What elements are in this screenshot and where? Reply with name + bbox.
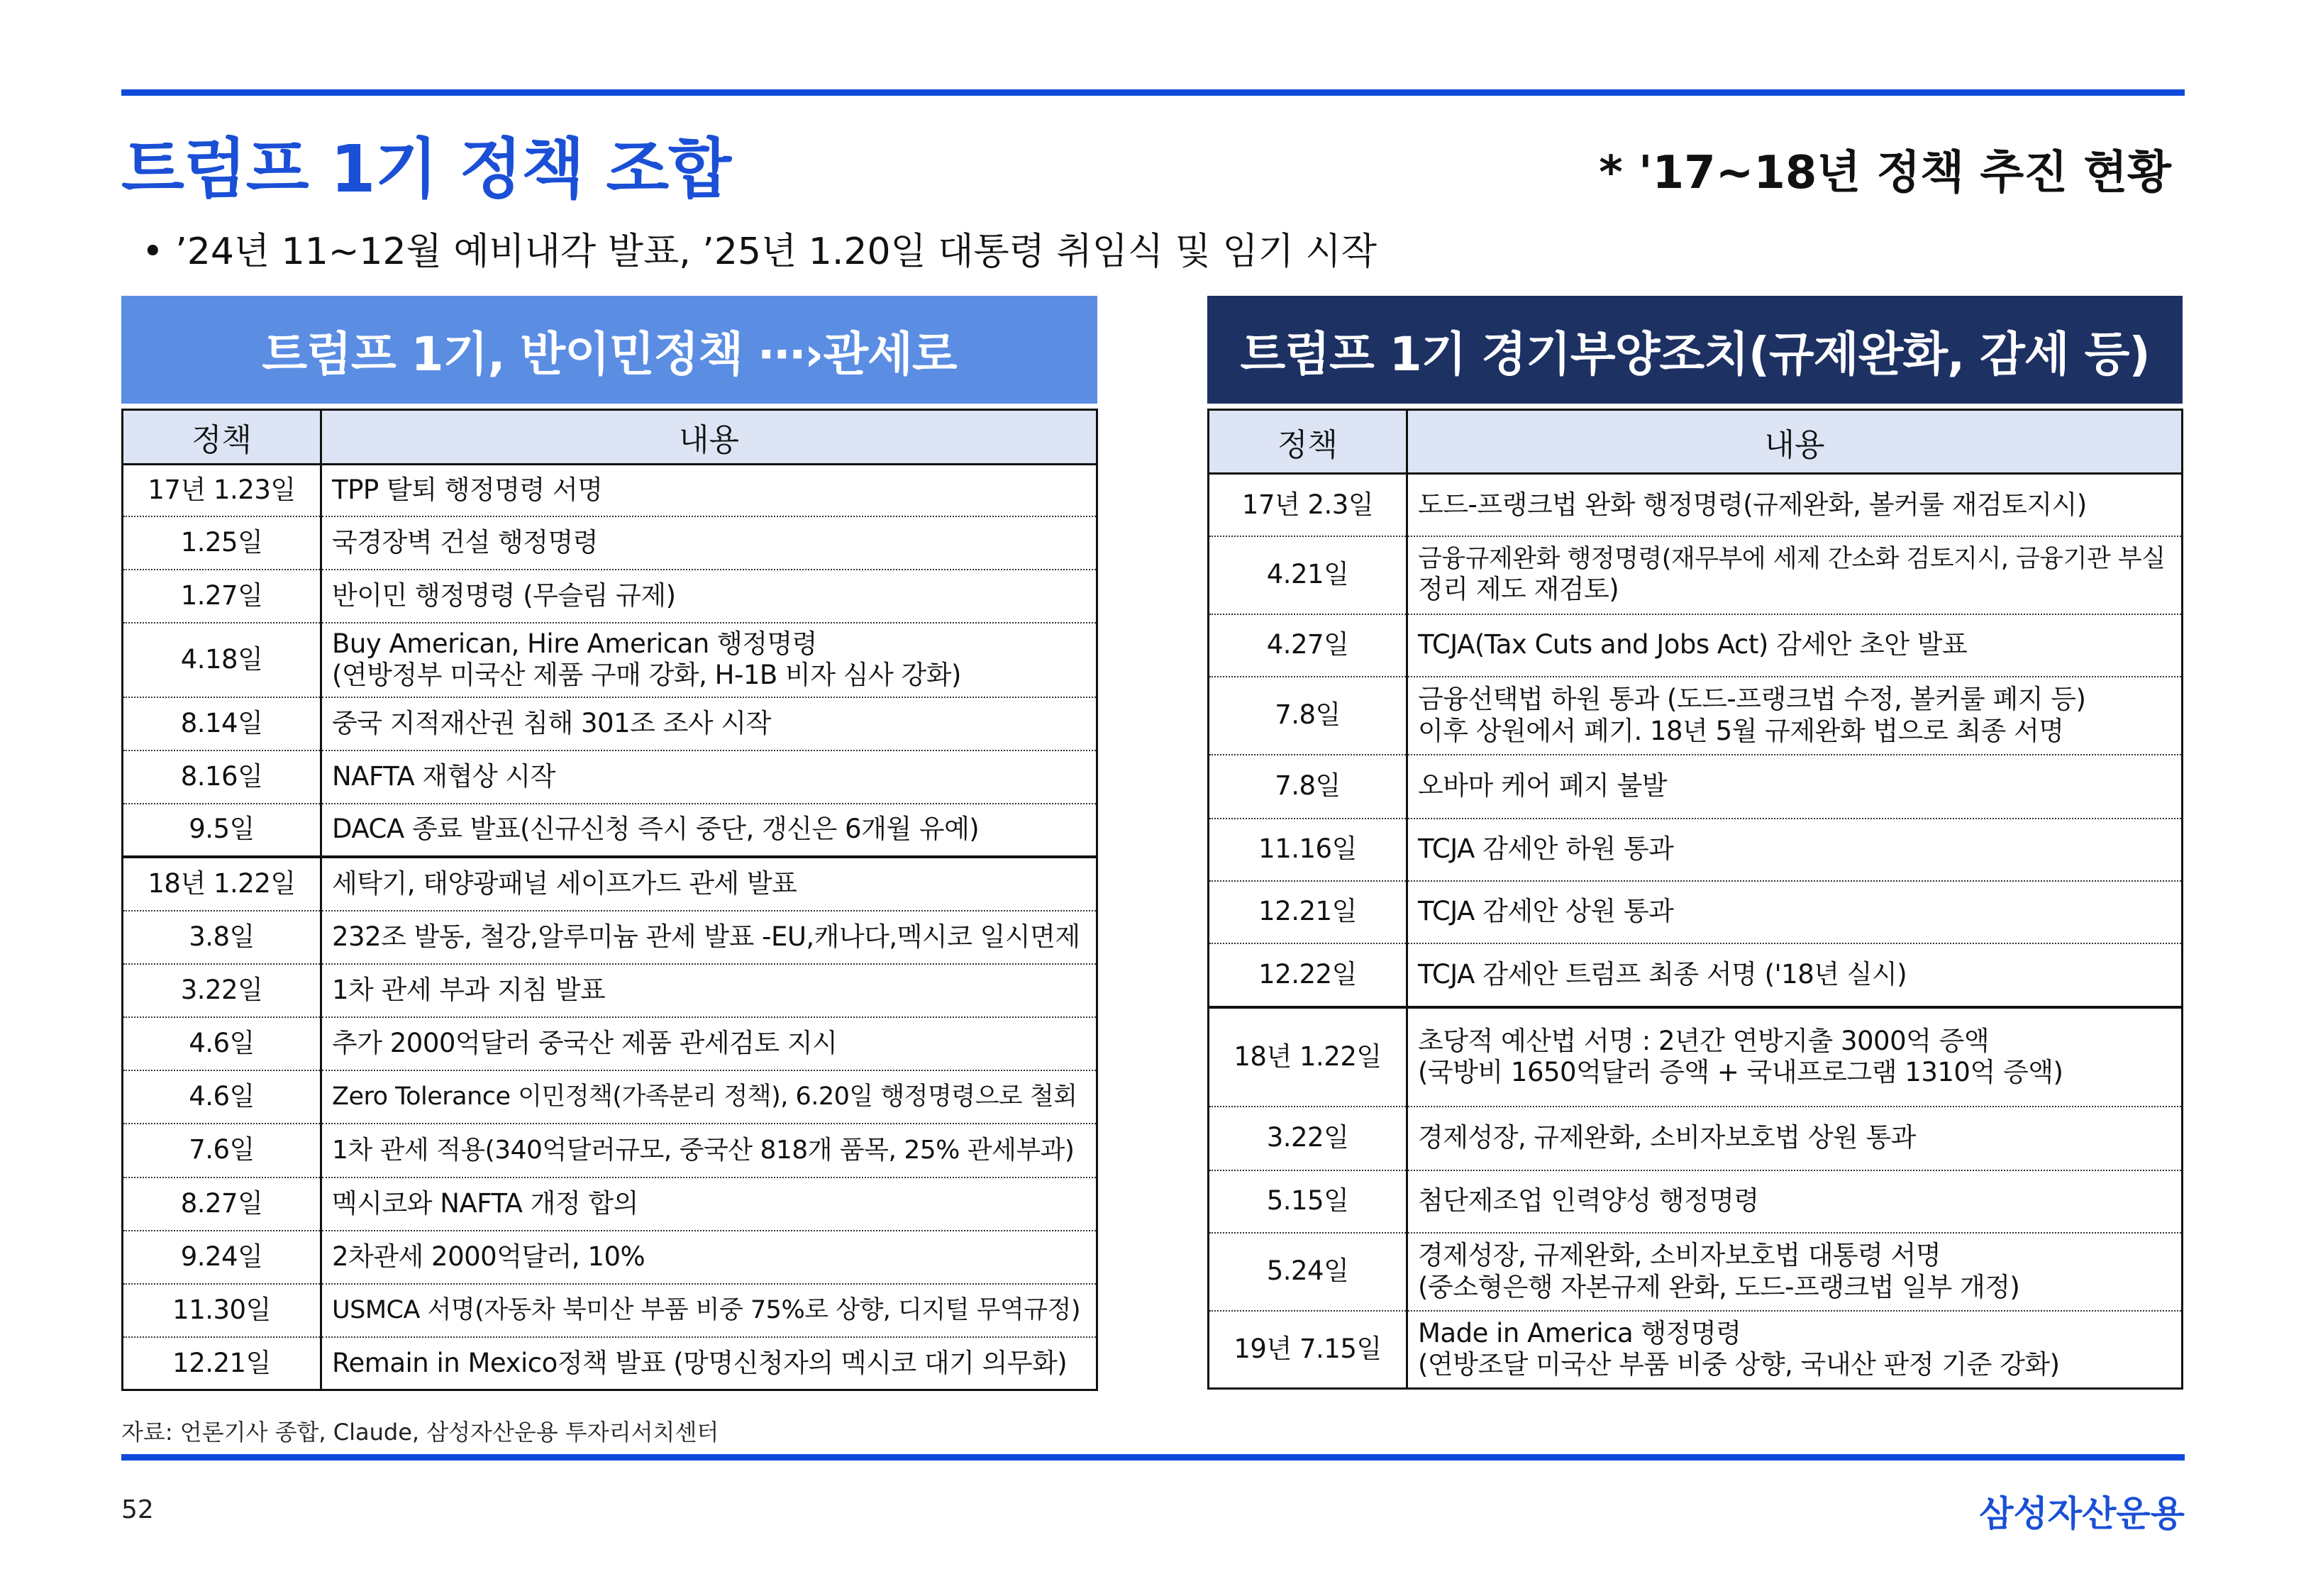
row-content-line: Made in America 행정명령 [1418, 1317, 1741, 1348]
row-date: 4.6일 [123, 1070, 321, 1124]
row-content [1407, 819, 2183, 881]
row-content [321, 623, 1097, 697]
row-content [1407, 677, 2183, 755]
col-header-policy: 정책 [1209, 410, 1407, 474]
row-date: 19년 7.15일 [1209, 1311, 1407, 1389]
row-content-line: NAFTA 재협상 시작 [332, 760, 555, 792]
row-content [1407, 755, 2183, 819]
brand-logo: 삼성자산운용 [1979, 1493, 2185, 1534]
left-policy-table [121, 409, 1098, 1391]
table-row [123, 1177, 1097, 1231]
row-date: 7.8일 [1209, 677, 1407, 755]
row-content-line: TCJA(Tax Cuts and Jobs Act) 감세안 초안 발표 [1418, 629, 1968, 660]
table-row [1209, 474, 2183, 536]
row-content-line: 2차관세 2000억달러, 10% [332, 1241, 645, 1272]
row-date: 3.22일 [123, 964, 321, 1017]
period-note: * '17~18년 정책 추진 현황 [1599, 147, 2171, 199]
row-content-line-2: (연방조달 미국산 부품 비중 상향, 국내산 판정 기준 강화) [1418, 1349, 2060, 1380]
row-content [321, 1177, 1097, 1231]
row-content [1407, 474, 2183, 536]
col-header-policy: 정책 [123, 410, 321, 465]
row-content [1407, 1311, 2183, 1389]
table-row [1209, 614, 2183, 677]
row-content [1407, 1233, 2183, 1311]
row-date: 17년 1.23일 [123, 465, 321, 516]
row-content-line: 멕시코와 NAFTA 개정 합의 [332, 1187, 638, 1219]
row-date: 8.27일 [123, 1177, 321, 1231]
table-row [123, 964, 1097, 1017]
table-row [1209, 1170, 2183, 1233]
row-content [321, 570, 1097, 623]
table-row [123, 697, 1097, 750]
table-row [123, 750, 1097, 804]
row-date: 4.27일 [1209, 614, 1407, 677]
row-content [321, 1017, 1097, 1070]
row-date: 7.8일 [1209, 755, 1407, 819]
row-content-line: 경제성장, 규제완화, 소비자보호법 상원 통과 [1418, 1122, 1916, 1153]
row-content-line-2: 정리 제도 재검토) [1418, 574, 1619, 605]
row-content [321, 911, 1097, 964]
row-date: 9.5일 [123, 804, 321, 857]
row-content-line: 도드-프랭크법 완화 행정명령(규제완화, 볼커룰 재검토지시) [1418, 489, 2087, 520]
row-content-line: 반이민 행정명령 (무슬림 규제) [332, 580, 676, 611]
row-date: 18년 1.22일 [123, 857, 321, 911]
row-date: 5.15일 [1209, 1170, 1407, 1233]
left-table-body [123, 465, 1097, 1390]
table-row [123, 1017, 1097, 1070]
top-rule [121, 89, 2185, 96]
row-date: 9.24일 [123, 1231, 321, 1284]
table-row [123, 1337, 1097, 1390]
row-content-line: TPP 탈퇴 행정명령 서명 [332, 475, 603, 506]
row-content-line: Remain in Mexico정책 발표 (망명신청자의 멕시코 대기 의무화) [332, 1347, 1068, 1378]
row-content-line: DACA 종료 발표(신규신청 즉시 중단, 갱신은 6개월 유예) [332, 814, 980, 845]
row-date: 7.6일 [123, 1124, 321, 1177]
row-content [321, 1337, 1097, 1390]
row-date: 11.16일 [1209, 819, 1407, 881]
row-content-line: 경제성장, 규제완화, 소비자보호법 대통령 서명 [1418, 1240, 1941, 1271]
row-content-line: TCJA 감세안 트럼프 최종 서명 ('18년 실시) [1418, 958, 1907, 990]
row-date: 8.16일 [123, 750, 321, 804]
row-date: 3.8일 [123, 911, 321, 964]
row-content-line: 232조 발동, 철강,알루미늄 관세 발표 -EU,캐나다,멕시코 일시면제 [332, 921, 1080, 952]
row-date: 1.27일 [123, 570, 321, 623]
row-content-line: 초당적 예산법 서명 : 2년간 연방지출 3000억 증액 [1418, 1025, 1990, 1056]
row-content-line: TCJA 감세안 상원 통과 [1418, 896, 1674, 927]
row-content [1407, 1170, 2183, 1233]
row-content-line: 추가 2000억달러 중국산 제품 관세검토 지시 [332, 1027, 838, 1058]
row-content [321, 750, 1097, 804]
table-row [1209, 1233, 2183, 1311]
table-row [123, 857, 1097, 911]
row-content [321, 516, 1097, 570]
row-content [321, 465, 1097, 516]
source-note: 자료: 언론기사 종합, Claude, 삼성자산운용 투자리서치센터 [121, 1419, 719, 1446]
table-row [1209, 943, 2183, 1007]
row-content-line-2: (중소형은행 자본규제 완화, 도드-프랭크법 일부 개정) [1418, 1271, 2020, 1302]
row-date: 8.14일 [123, 697, 321, 750]
table-row [123, 1284, 1097, 1337]
table-row [123, 804, 1097, 857]
right-policy-table [1207, 409, 2183, 1390]
summary-bullet: • ’24년 11~12월 예비내각 발표, ’25년 1.20일 대통령 취임식 및 임기 시작 [142, 231, 1377, 273]
row-date: 11.30일 [123, 1284, 321, 1337]
row-content [321, 1124, 1097, 1177]
col-header-content: 내용 [1407, 410, 2183, 474]
row-content [1407, 536, 2183, 614]
row-content-line: Zero Tolerance 이민정책(가족분리 정책), 6.20일 행정명령으로 철회 [332, 1082, 1077, 1111]
page-number: 52 [121, 1495, 154, 1524]
row-content [321, 697, 1097, 750]
row-content-line: 1차 관세 부과 지침 발표 [332, 974, 606, 1005]
row-date: 3.22일 [1209, 1107, 1407, 1170]
row-content [1407, 1107, 2183, 1170]
row-date: 4.21일 [1209, 536, 1407, 614]
row-content-line: TCJA 감세안 하원 통과 [1418, 833, 1674, 865]
row-date: 18년 1.22일 [1209, 1007, 1407, 1107]
row-date: 12.21일 [1209, 881, 1407, 943]
table-row [1209, 677, 2183, 755]
row-content-line-2: (국방비 1650억달러 증액 + 국내프로그램 1310억 증액) [1418, 1057, 2063, 1087]
table-row [1209, 819, 2183, 881]
row-content-line-2: 이후 상원에서 폐기. 18년 5월 규제완화 법으로 최종 서명 [1418, 715, 2064, 746]
row-content-line: Buy American, Hire American 행정명령 [332, 628, 817, 659]
table-row [1209, 536, 2183, 614]
page-title: 트럼프 1기 정책 조합 [121, 131, 731, 207]
row-content [321, 964, 1097, 1017]
table-row [123, 1231, 1097, 1284]
bottom-rule [121, 1454, 2185, 1461]
table-row [123, 465, 1097, 516]
right-panel-heading [1207, 296, 2183, 404]
table-row [123, 623, 1097, 697]
row-date: 5.24일 [1209, 1233, 1407, 1311]
table-row [123, 1124, 1097, 1177]
left-panel-heading [121, 296, 1097, 404]
row-content [321, 1231, 1097, 1284]
row-date: 17년 2.3일 [1209, 474, 1407, 536]
right-table-body [1209, 474, 2183, 1389]
row-content [1407, 614, 2183, 677]
row-content-line: 금융규제완화 행정명령(재무부에 세제 간소화 검토지시, 금융기관 부실 [1418, 545, 2166, 574]
row-content [321, 1284, 1097, 1337]
row-content-line: USMCA 서명(자동차 북미산 부품 비중 75%로 상향, 디지털 무역규정) [332, 1296, 1080, 1324]
row-content [321, 857, 1097, 911]
left-panel-heading-text: 트럼프 1기, 반이민정책 ⋯›관세로 [262, 326, 957, 382]
table-row [1209, 881, 2183, 943]
row-content [321, 1070, 1097, 1124]
row-date: 1.25일 [123, 516, 321, 570]
row-content-line: 금융선택법 하원 통과 (도드-프랭크법 수정, 볼커룰 폐지 등) [1418, 684, 2086, 715]
row-content-line: 국경장벽 건설 행정명령 [332, 526, 598, 558]
row-content-line: 중국 지적재산권 침해 301조 조사 시작 [332, 707, 771, 738]
table-row [123, 570, 1097, 623]
row-content-line: 첨단제조업 인력양성 행정명령 [1418, 1185, 1759, 1217]
row-date: 4.18일 [123, 623, 321, 697]
row-content-line: 오바마 케어 폐지 불발 [1418, 770, 1667, 802]
col-header-content: 내용 [321, 410, 1097, 465]
row-content [1407, 1007, 2183, 1107]
table-row [1209, 1107, 2183, 1170]
row-content-line-2: (연방정부 미국산 제품 구매 강화, H-1B 비자 심사 강화) [332, 660, 961, 690]
table-row [1209, 755, 2183, 819]
table-row [123, 516, 1097, 570]
row-content [1407, 943, 2183, 1007]
right-panel-heading-text: 트럼프 1기 경기부양조치(규제완화, 감세 등) [1240, 326, 2150, 382]
table-row [1209, 1007, 2183, 1107]
table-row [123, 1070, 1097, 1124]
row-date: 4.6일 [123, 1017, 321, 1070]
row-content-line: 1차 관세 적용(340억달러규모, 중국산 818개 품목, 25% 관세부과) [332, 1135, 1075, 1165]
table-row [123, 911, 1097, 964]
row-date: 12.21일 [123, 1337, 321, 1390]
row-content-line: 세탁기, 태양광패널 세이프가드 관세 발표 [332, 868, 797, 899]
row-content [321, 804, 1097, 857]
row-date: 12.22일 [1209, 943, 1407, 1007]
table-row [1209, 1311, 2183, 1389]
row-content [1407, 881, 2183, 943]
